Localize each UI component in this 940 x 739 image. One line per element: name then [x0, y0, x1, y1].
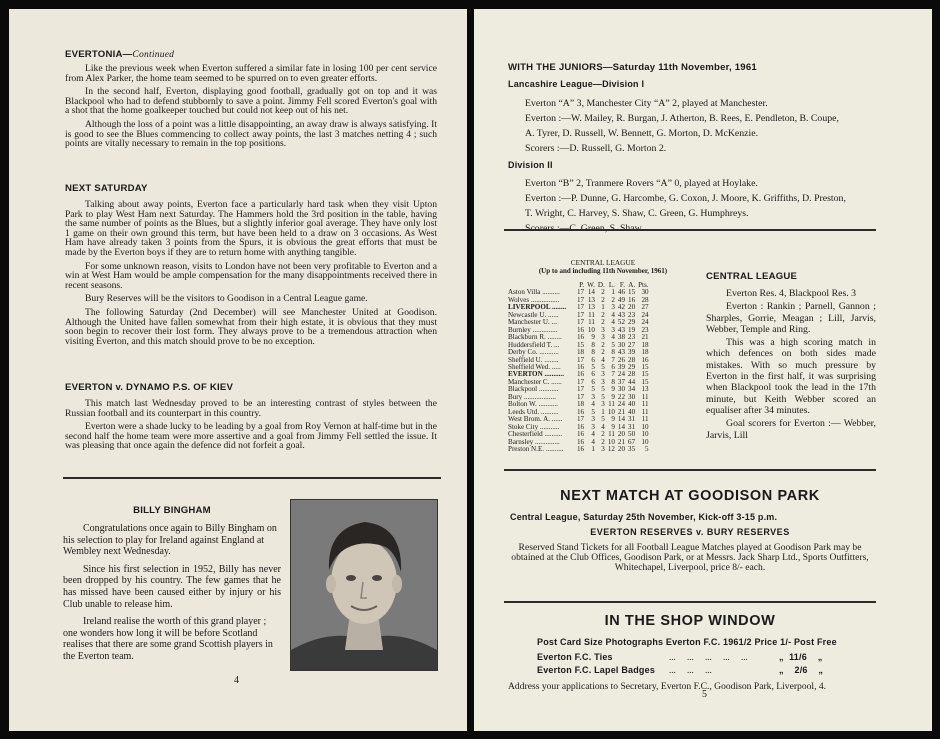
- stat-cell: 11: [608, 400, 615, 409]
- stat-cell: 29: [628, 318, 636, 327]
- shop-item-name: Everton F.C. Ties: [537, 652, 613, 662]
- div2-line: T. Wright, C. Harvey, S. Shaw, C. Green, G. Humphreys.: [525, 208, 749, 219]
- stat-cell: 16: [577, 333, 585, 342]
- dynamo-paragraph: This match last Wednesday proved to be an interesting contrast of styles between the Russian football and its counterpart in this country.: [65, 398, 437, 419]
- central-report: This was a high scoring match in which defences on both sides made mistakes. With so much pressure by Everton in the first half, it was surprising when Blackpool took the lead in the 17th minute, but Keith Webber scored an equaliser after 34 minutes.: [706, 337, 876, 416]
- stat-cell: 17: [577, 377, 585, 386]
- stat-cell: 16: [577, 430, 585, 439]
- portrait-icon: [291, 500, 437, 670]
- next-saturday-heading: NEXT SATURDAY: [65, 183, 148, 194]
- stat-cell: 7: [611, 355, 615, 364]
- stat-cell: 17: [577, 295, 585, 304]
- next-match-teams: EVERTON RESERVES v. BURY RESERVES: [590, 527, 790, 537]
- stat-cell: 17: [577, 310, 585, 319]
- stat-cell: 31: [628, 422, 636, 431]
- stat-cell: 14: [617, 422, 626, 431]
- stat-cell: 3: [601, 377, 605, 386]
- stat-cell: 3: [611, 325, 615, 334]
- evertonia-continued: Continued: [132, 49, 175, 60]
- stat-cell: 46: [617, 288, 626, 297]
- stat-cell: 3: [591, 392, 595, 401]
- right-page: [474, 9, 932, 731]
- shop-item: [537, 651, 884, 664]
- stat-cell: 14: [587, 288, 595, 297]
- stat-cell: 5: [611, 340, 615, 349]
- juniors-heading: WITH THE JUNIORS—Saturday 11th November, 1961: [508, 62, 757, 73]
- table-column-header: A.: [628, 281, 636, 289]
- team-name-cell: Manchester U. ...: [508, 318, 557, 327]
- team-name-cell: Preston N.E. ..........: [508, 444, 564, 453]
- team-name-cell: Bolton W. ...........: [508, 400, 559, 409]
- bingham-paragraph: Since his first selection in 1952, Billy has never been dropped by his country. The few games that he has missed have been caused either by injury or his Club unable to release him.: [63, 563, 281, 610]
- stat-cell: 4: [611, 318, 615, 327]
- stat-cell: 15: [641, 362, 649, 371]
- team-name-cell: Manchester C. ......: [508, 377, 562, 386]
- shop-items: [537, 651, 884, 677]
- team-name-cell: Huddersfield T. ...: [508, 340, 560, 349]
- stat-cell: 2: [601, 295, 605, 304]
- stat-cell: 21: [617, 437, 626, 446]
- stat-cell: 5: [601, 385, 605, 394]
- next-match-heading: NEXT MATCH AT GOODISON PARK: [560, 488, 820, 504]
- address-line: Address your applications to Secretary, Everton F.C., Goodison Park, Liverpool, 4.: [508, 681, 827, 692]
- table-column-header: D.: [597, 281, 605, 289]
- stat-cell: 2: [611, 295, 615, 304]
- stat-cell: 2: [601, 310, 605, 319]
- section-divider: [63, 477, 441, 479]
- next-match-line: Central League, Saturday 25th November, Kick-off 3-15 p.m.: [510, 512, 778, 522]
- stat-cell: 29: [628, 362, 636, 371]
- stat-cell: 18: [577, 400, 585, 409]
- stat-cell: 6: [591, 355, 595, 364]
- stat-cell: 39: [628, 348, 636, 357]
- stat-cell: 15: [641, 377, 649, 386]
- stat-cell: 8: [611, 377, 615, 386]
- stat-cell: 3: [601, 325, 605, 334]
- stat-cell: 4: [591, 400, 595, 409]
- stat-cell: 28: [628, 370, 636, 379]
- stat-cell: 11: [641, 415, 649, 424]
- stat-cell: 7: [611, 370, 615, 379]
- league-table-section: [508, 259, 698, 453]
- central-league-section: [706, 271, 876, 445]
- bingham-section: [63, 505, 281, 667]
- shop-item-price: „ 11/6 „: [779, 652, 823, 662]
- left-page: [9, 9, 467, 731]
- stat-cell: 31: [628, 415, 636, 424]
- stat-cell: 9: [591, 333, 595, 342]
- team-name-cell: Wolves ................: [508, 295, 560, 304]
- stat-cell: 24: [641, 318, 649, 327]
- league-table-title: CENTRAL LEAGUE: [570, 258, 636, 267]
- stat-cell: 13: [587, 303, 595, 312]
- team-name-cell: LIVERPOOL ........: [508, 303, 567, 312]
- stat-cell: 1: [611, 288, 615, 297]
- stat-cell: 21: [641, 333, 649, 342]
- stat-cell: 4: [611, 310, 615, 319]
- section-divider: [504, 229, 876, 231]
- shop-window-section: [504, 613, 884, 692]
- stat-cell: 17: [577, 318, 585, 327]
- stat-cell: 13: [587, 295, 595, 304]
- next-saturday-paragraph: Talking about away points, Everton face a particularly hard task when they visit Upton Park to play West Ham next Saturday. The Hammers hold the 3rd position in the table, having the same number of points as the Blues, but a slightly inferior goal average. They have only lost 1 game on their own ground this term, but have been held to a draw on 3 occasions. As West Ham have already taken 3 points from the Spurs, it is obvious the great efforts that must be made by the Everton boys if they are to return home with anything tangible.: [65, 199, 437, 258]
- stat-cell: 30: [628, 392, 636, 401]
- stat-cell: 18: [641, 348, 649, 357]
- stat-cell: 20: [617, 430, 626, 439]
- next-saturday-paragraph: For some unknown reason, visits to London have not been very profitable to Everton and a win at West Ham would be ample compensation for the many disappointments received there in recent seasons.: [65, 260, 437, 291]
- stat-cell: 11: [608, 430, 615, 439]
- stat-cell: 1: [601, 407, 605, 416]
- juniors-section: [508, 62, 908, 236]
- stat-cell: 5: [591, 385, 595, 394]
- stat-cell: 5: [601, 362, 605, 371]
- stat-cell: 24: [617, 400, 626, 409]
- shop-item-price: „ 2/6 „: [779, 665, 824, 675]
- shop-item: [537, 664, 884, 677]
- stat-cell: 5: [601, 415, 605, 424]
- stat-cell: 3: [591, 415, 595, 424]
- stat-cell: 1: [591, 444, 595, 453]
- stat-cell: 9: [611, 385, 615, 394]
- shop-window-heading: IN THE SHOP WINDOW: [604, 613, 776, 629]
- stat-cell: 4: [611, 333, 615, 342]
- stat-cell: 28: [628, 355, 636, 364]
- evertonia-section: [65, 49, 437, 153]
- stat-cell: 21: [617, 407, 626, 416]
- stat-cell: 11: [588, 310, 595, 319]
- stat-cell: 2: [601, 318, 605, 327]
- stat-cell: 8: [611, 348, 615, 357]
- team-name-cell: Aston Villa ..........: [508, 288, 560, 297]
- stat-cell: 15: [641, 370, 649, 379]
- bingham-paragraph: Congratulations once again to Billy Bingham on his selection to play for Ireland against England at Wembley next Wednesday.: [63, 523, 277, 558]
- table-column-header: F.: [619, 281, 626, 289]
- stat-cell: 4: [591, 430, 595, 439]
- stat-cell: 16: [577, 422, 585, 431]
- stat-cell: 30: [641, 288, 649, 297]
- team-name-cell: Bury ..................: [508, 392, 556, 401]
- shop-item-dots: ... ... ...: [669, 665, 712, 675]
- stat-cell: 40: [628, 407, 636, 416]
- team-name-cell: Blackburn R. ........: [508, 333, 562, 342]
- evertonia-heading: [65, 49, 437, 60]
- table-column-header: W.: [587, 281, 595, 289]
- stat-cell: 52: [617, 318, 626, 327]
- stat-cell: 42: [617, 303, 626, 312]
- team-name-cell: Chesterfield ..........: [508, 430, 563, 439]
- stat-cell: 16: [641, 355, 649, 364]
- next-saturday-paragraph: Bury Reserves will be the visitors to Goodison in a Central League game.: [85, 293, 368, 305]
- evertonia-heading-text: EVERTONIA—: [65, 49, 133, 60]
- stat-cell: 2: [601, 340, 605, 349]
- stat-cell: 8: [591, 348, 595, 357]
- lancs-line: Everton “A” 3, Manchester City “A” 2, played at Manchester.: [525, 98, 768, 109]
- team-name-cell: Burnley ..............: [508, 325, 558, 334]
- team-name-cell: Sheffield Wed. .....: [508, 362, 561, 371]
- section-divider: [504, 469, 876, 471]
- team-name-cell: Stoke City ...........: [508, 422, 560, 431]
- stat-cell: 2: [601, 430, 605, 439]
- shop-item-name: Everton F.C. Lapel Badges: [537, 665, 656, 675]
- stat-cell: 1: [601, 303, 605, 312]
- stat-cell: 43: [617, 325, 626, 334]
- stat-cell: 16: [577, 325, 585, 334]
- stat-cell: 17: [577, 355, 585, 364]
- stat-cell: 5: [591, 407, 595, 416]
- tickets-text: Reserved Stand Tickets for all Football League Matches played at Goodison Park may be obtained at the Club Offices, Goodison Park, or at Messrs. Jack Sharp Ltd., Sports Outfitters, Whitechapel, Liverpool, price 8/- each.: [511, 542, 869, 574]
- bingham-paragraph: Ireland realise the worth of this grand player ; one wonders how long it will be before Scotland realises that there are some grand Scottish players in the Everton team.: [63, 616, 273, 662]
- stat-cell: 30: [617, 340, 626, 349]
- stat-cell: 3: [591, 422, 595, 431]
- dynamo-heading: EVERTON v. DYNAMO P.S. OF KIEV: [65, 382, 234, 393]
- stat-cell: 8: [591, 340, 595, 349]
- stat-cell: 6: [591, 377, 595, 386]
- evertonia-paragraph: In the second half, Everton, displaying good football, gradually got on top and it was Blackpool who had to defend stubbornly to save a point. Jimmy Fell scored Everton's goal with a shot that the home goalkeeper touched but could not keep out of his net.: [65, 86, 437, 117]
- league-table-body: [508, 289, 649, 453]
- next-saturday-paragraph: The following Saturday (2nd December) will see Manchester United at Goodison. Although the United have fallen somewhat from their high estate, it is obvious that they must soon begin to recover their lost form. They always prove to be a tremendous attraction when visiting Everton, and this match should prove to be no exception.: [65, 306, 437, 347]
- stat-cell: 17: [577, 303, 585, 312]
- dynamo-section: [65, 382, 437, 455]
- stat-cell: 2: [601, 437, 605, 446]
- stat-cell: 16: [628, 295, 636, 304]
- league-table: [508, 282, 649, 453]
- table-column-header: L.: [608, 281, 615, 289]
- table-row: [508, 446, 649, 453]
- div2-line: Everton :—P. Dunne, G. Harcombe, G. Coxon, J. Moore, K. Griffiths, D. Preston,: [525, 193, 846, 204]
- div2-line: Everton “B” 2, Tranmere Rovers “A” 0, played at Hoylake.: [525, 178, 758, 189]
- stat-cell: 27: [628, 340, 636, 349]
- stat-cell: 16: [577, 407, 585, 416]
- stat-cell: 9: [611, 392, 615, 401]
- stat-cell: 5: [591, 362, 595, 371]
- table-column-header: P.: [579, 281, 585, 289]
- stat-cell: 24: [641, 310, 649, 319]
- shop-postcard-line: Post Card Size Photographs Everton F.C. 1961/2 Price 1/- Post Free: [537, 637, 837, 647]
- stat-cell: 35: [628, 444, 636, 453]
- table-column-header: Pts.: [638, 281, 649, 289]
- stat-cell: 23: [641, 325, 649, 334]
- stat-cell: 3: [601, 333, 605, 342]
- team-name-cell: EVERTON ...........: [508, 370, 564, 379]
- central-scorers: Goal scorers for Everton :— Webber, Jarvis, Lill: [706, 418, 876, 441]
- lancs-line: Everton :—W. Mailey, R. Burgan, J. Atherton, B. Rees, E. Pendleton, B. Coupe,: [525, 113, 839, 124]
- stat-cell: 2: [601, 348, 605, 357]
- central-result: Everton Res. 4, Blackpool Res. 3: [726, 288, 857, 299]
- stat-cell: 10: [641, 430, 649, 439]
- section-divider: [504, 601, 876, 603]
- stat-cell: 4: [591, 437, 595, 446]
- stat-cell: 6: [591, 370, 595, 379]
- team-name-cell: Derby Co. ...........: [508, 348, 559, 357]
- league-table-subtitle: (Up to and including 11th November, 1961): [538, 267, 668, 275]
- next-saturday-section: [65, 183, 437, 350]
- stat-cell: 10: [587, 325, 595, 334]
- next-match-section: [504, 488, 876, 574]
- stat-cell: 14: [617, 415, 626, 424]
- stat-cell: 16: [577, 370, 585, 379]
- stat-cell: 49: [617, 295, 626, 304]
- page-number-left: 4: [234, 675, 239, 686]
- stat-cell: 17: [577, 415, 585, 424]
- stat-cell: 15: [628, 288, 636, 297]
- div2-results: [508, 176, 908, 236]
- stat-cell: 17: [577, 288, 585, 297]
- stat-cell: 3: [601, 370, 605, 379]
- bingham-portrait-photo: [290, 499, 438, 671]
- stat-cell: 22: [617, 392, 626, 401]
- stat-cell: 40: [628, 400, 636, 409]
- central-league-heading: CENTRAL LEAGUE: [706, 271, 798, 282]
- team-name-cell: Leeds Utd. ..........: [508, 407, 559, 416]
- stat-cell: 50: [628, 430, 636, 439]
- stat-cell: 16: [577, 362, 585, 371]
- stat-cell: 28: [641, 295, 649, 304]
- lancs-line: Scorers :—D. Russell, G. Morton 2.: [525, 143, 667, 154]
- page-number-right: 5: [702, 689, 707, 700]
- stat-cell: 4: [601, 422, 605, 431]
- stat-cell: 10: [607, 437, 615, 446]
- stat-cell: 19: [628, 325, 636, 334]
- stat-cell: 10: [607, 407, 615, 416]
- stat-cell: 44: [628, 377, 636, 386]
- stat-cell: 20: [617, 444, 626, 453]
- stat-cell: 3: [611, 303, 615, 312]
- stat-cell: 24: [617, 370, 626, 379]
- evertonia-paragraph: Like the previous week when Everton suffered a similar fate in losing 100 per cent service from Alex Parker, the home team seemed to be spurred on to even greater efforts.: [65, 63, 437, 84]
- stat-cell: 16: [577, 437, 585, 446]
- team-name-cell: West Brom. A. ......: [508, 415, 563, 424]
- stat-cell: 2: [601, 288, 605, 297]
- div2-heading: Division II: [508, 160, 553, 170]
- dynamo-paragraph: Everton were a shade lucky to be leading by a goal from Roy Vernon at half-time but in the second half the home team were more assertive and a goal from Jimmy Fell settled the issue. It was pleasing that once again the defence did not forfeit a goal.: [65, 421, 437, 452]
- stat-cell: 4: [601, 355, 605, 364]
- stat-cell: 15: [577, 340, 585, 349]
- stat-cell: 18: [577, 348, 585, 357]
- stat-cell: 9: [611, 422, 615, 431]
- stat-cell: 17: [577, 385, 585, 394]
- stat-cell: 9: [611, 415, 615, 424]
- stat-cell: 11: [588, 318, 595, 327]
- lancs-line: A. Tyrer, D. Russell, W. Bennett, G. Morton, D. McKenzie.: [525, 128, 759, 139]
- central-lineup: Everton : Rankin ; Parnell, Gannon ; Sharples, Gorrie, Meagan ; Lill, Jarvis, Webber, Temple and Ring.: [706, 301, 876, 335]
- stat-cell: 3: [601, 444, 605, 453]
- stat-cell: 6: [611, 362, 615, 371]
- stat-cell: 11: [641, 392, 649, 401]
- stat-cell: 11: [641, 407, 649, 416]
- stat-cell: 10: [641, 437, 649, 446]
- stat-cell: 20: [628, 303, 636, 312]
- stat-cell: 16: [577, 444, 585, 453]
- stat-cell: 10: [641, 422, 649, 431]
- stat-cell: 17: [577, 392, 585, 401]
- team-name-cell: Sheffield U. ........: [508, 355, 559, 364]
- stat-cell: 30: [617, 385, 626, 394]
- lancs-heading: Lancashire League—Division I: [508, 79, 645, 89]
- evertonia-paragraph: Although the loss of a point was a little disappointing, an away draw is always satisfying. It is good to see the Blues commencing to collect away points, the last 3 matches netting 4 ; such points are vitally necessary to remain in the top positions.: [65, 118, 437, 150]
- stat-cell: 27: [641, 303, 649, 312]
- stat-cell: 12: [607, 444, 615, 453]
- stat-cell: 67: [628, 437, 636, 446]
- team-name-cell: Blackpool ...........: [508, 385, 559, 394]
- stat-cell: 13: [641, 385, 649, 394]
- lancs-results: [508, 96, 908, 156]
- shop-item-dots: ... ... ... ... ...: [669, 652, 748, 662]
- stat-cell: 37: [617, 377, 626, 386]
- stat-cell: 43: [617, 348, 626, 357]
- stat-cell: 5: [601, 392, 605, 401]
- stat-cell: 38: [617, 333, 626, 342]
- team-name-cell: Barnsley ..............: [508, 437, 560, 446]
- stat-cell: 26: [617, 355, 626, 364]
- stat-cell: 23: [628, 310, 636, 319]
- stat-cell: 39: [617, 362, 626, 371]
- stat-cell: 43: [617, 310, 626, 319]
- stat-cell: 11: [641, 400, 649, 409]
- stat-cell: 23: [628, 333, 636, 342]
- stat-cell: 18: [641, 340, 649, 349]
- team-name-cell: Newcastle U. ......: [508, 310, 559, 319]
- stat-cell: 34: [628, 385, 636, 394]
- stat-cell: 5: [645, 444, 649, 453]
- stat-cell: 3: [601, 400, 605, 409]
- bingham-heading: BILLY BINGHAM: [133, 505, 211, 516]
